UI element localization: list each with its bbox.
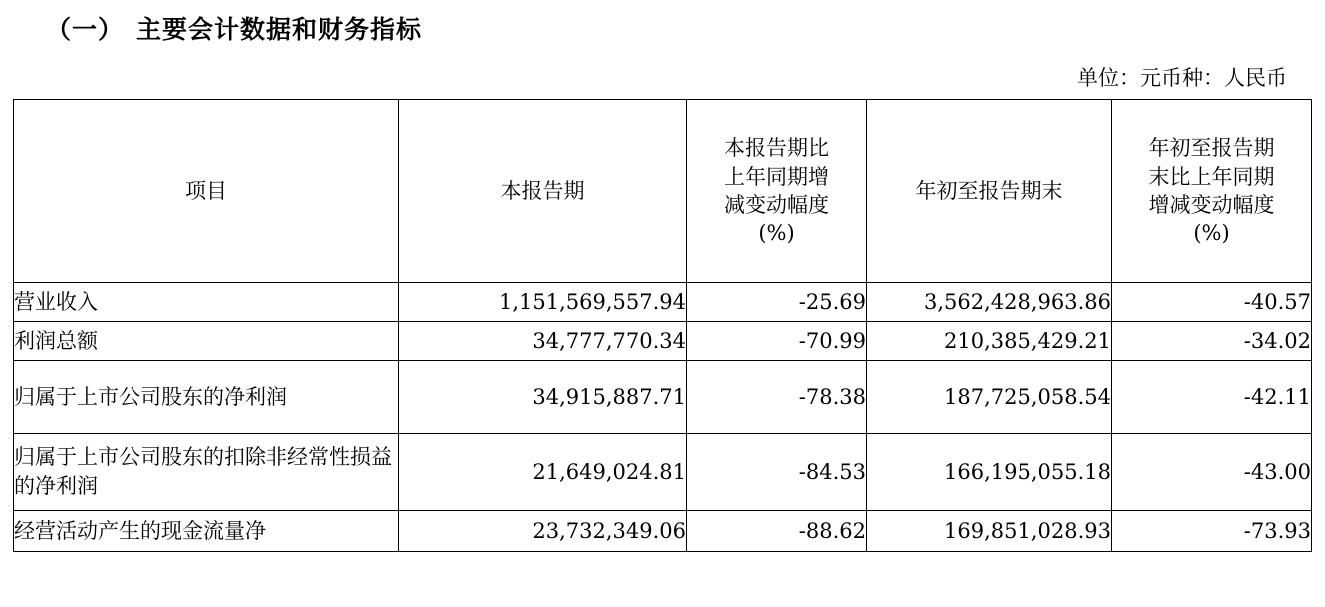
page-title	[46, 10, 422, 46]
row-current-change: -84.53	[687, 434, 867, 511]
row-ytd-change: -34.02	[1112, 322, 1312, 361]
column-header-ytd-change-line2: 末比上年同期	[1148, 164, 1275, 189]
column-header-ytd	[867, 100, 1112, 283]
column-header-current-change-line3: 减变动幅度	[724, 193, 829, 217]
column-header-item-line1: 项目	[185, 178, 227, 203]
column-header-ytd-change-line3: 增减变动幅度	[1148, 193, 1275, 217]
row-current: 34,777,770.34	[399, 322, 687, 361]
row-current-change: -88.62	[687, 511, 867, 552]
row-ytd: 3,562,428,963.86	[867, 283, 1112, 322]
financial-table	[13, 99, 1312, 552]
table-row	[14, 283, 1312, 322]
unit-note: 单位：元币种：人民币	[1077, 66, 1287, 90]
row-ytd-change: -73.93	[1112, 511, 1312, 552]
table-row	[14, 434, 1312, 511]
row-label: 营业收入	[14, 283, 399, 322]
table-header-row	[14, 100, 1312, 283]
row-label: 经营活动产生的现金流量净	[14, 511, 399, 552]
column-header-item	[14, 100, 399, 283]
row-ytd-change: -42.11	[1112, 361, 1312, 434]
column-header-current-change	[687, 100, 867, 283]
row-ytd: 166,195,055.18	[867, 434, 1112, 511]
row-current: 21,649,024.81	[399, 434, 687, 511]
row-current: 34,915,887.71	[399, 361, 687, 434]
row-label: 归属于上市公司股东的扣除非经常性损益的净利润	[14, 434, 399, 511]
row-current-change: -78.38	[687, 361, 867, 434]
column-header-current-period-line1: 本报告期	[500, 178, 585, 203]
row-ytd: 187,725,058.54	[867, 361, 1112, 434]
row-ytd: 169,851,028.93	[867, 511, 1112, 552]
row-ytd-change: -40.57	[1112, 283, 1312, 322]
table-row	[14, 511, 1312, 552]
column-header-ytd-change	[1112, 100, 1312, 283]
row-current-change: -70.99	[687, 322, 867, 361]
column-header-current-change-line2: 上年同期增	[724, 164, 829, 189]
row-current: 1,151,569,557.94	[399, 283, 687, 322]
column-header-current-change-line1: 本报告期比	[724, 136, 829, 161]
row-current-change: -25.69	[687, 283, 867, 322]
row-ytd: 210,385,429.21	[867, 322, 1112, 361]
column-header-current-change-line4: (%)	[758, 221, 795, 246]
column-header-current-period	[399, 100, 687, 283]
row-ytd-change: -43.00	[1112, 434, 1312, 511]
row-current: 23,732,349.06	[399, 511, 687, 552]
table-row	[14, 361, 1312, 434]
column-header-ytd-change-line1: 年初至报告期	[1148, 136, 1275, 161]
column-header-ytd-line1: 年初至报告期末	[915, 178, 1063, 203]
table-row	[14, 322, 1312, 361]
row-label: 利润总额	[14, 322, 399, 361]
row-label: 归属于上市公司股东的净利润	[14, 361, 399, 434]
column-header-ytd-change-line4: (%)	[1193, 221, 1230, 246]
section-number: （一）	[46, 15, 125, 44]
section-title-text: 主要会计数据和财务指标	[136, 15, 423, 44]
